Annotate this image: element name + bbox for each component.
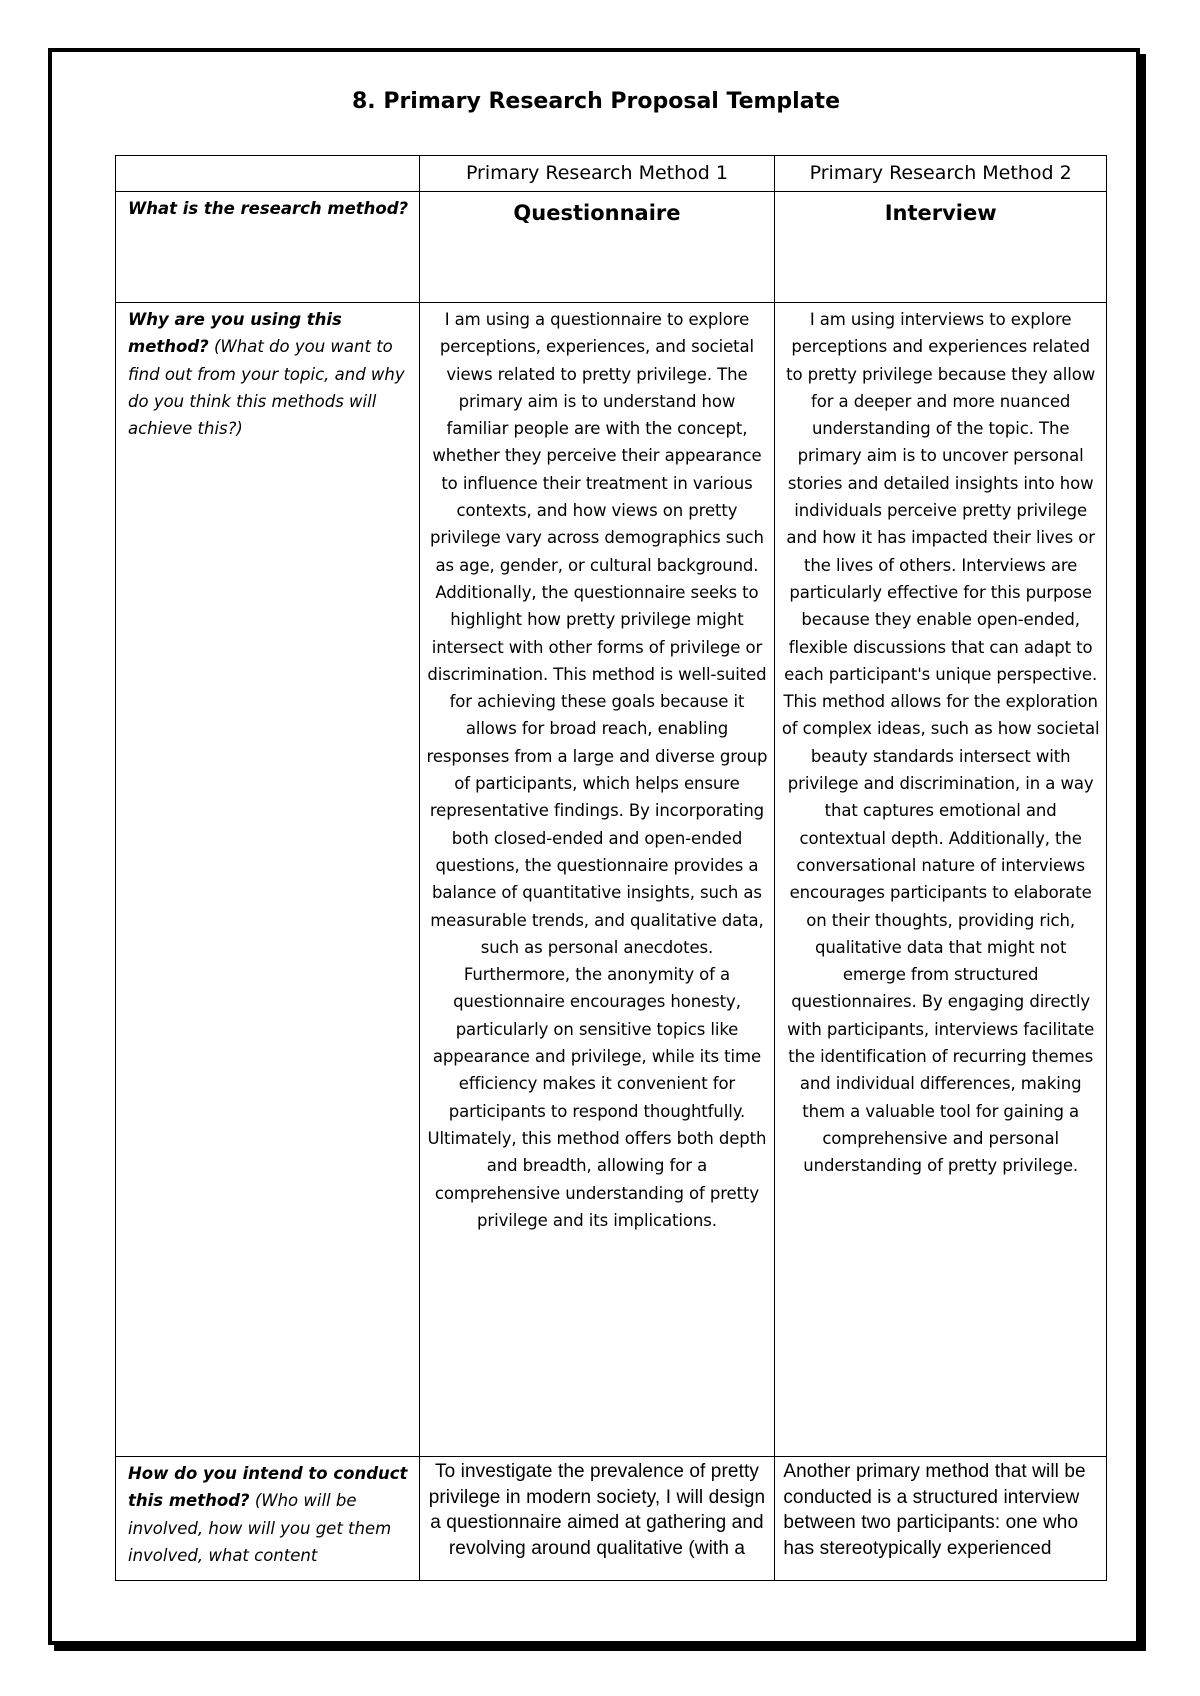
why-method-2-text: I am using interviews to explore perceptions and experiences related to pretty privilege because they allow for a deeper and more nuanced understanding of the topic. The primary aim is to uncover personal stories and detailed insights into how individuals perceive pretty privilege and how it has impacted their lives or the lives of others. Interviews are particularly effective for this purpose because they enable open-ended, flexible discussions that can adapt to each participant's unique perspective. This method allows for the exploration of complex ideas, such as how societal beauty standards intersect with privilege and discrimination, in a way that captures emotional and contextual depth. Additionally, the conversational nature of interviews encourages participants to elaborate on their thoughts, providing rich, qualitative data that might not emerge from structured questionnaires. By engaging directly with participants, interviews facilitate the identification of recurring themes and individual differences, making them a valuable tool for gaining a comprehensive and personal understanding of pretty privilege.	[775, 303, 1107, 1457]
header-blank-cell	[116, 156, 420, 192]
question-why-method-hint: (What do you want to find out from your topic, and why do you think this methods will achieve this?)	[128, 337, 405, 439]
how-method-1-text: To investigate the prevalence of pretty privilege in modern society, I will design a questionnaire aimed at gathering and revolving around qualitative (with a	[419, 1457, 775, 1581]
question-why-method	[116, 303, 420, 1457]
table-header-row	[116, 156, 1107, 192]
why-method-1-text: I am using a questionnaire to explore perceptions, experiences, and societal views related to pretty privilege. The primary aim is to understand how familiar people are with the concept, whether they perceive their appearance to influence their treatment in various contexts, and how views on pretty privilege vary across demographics such as age, gender, or cultural background. Additionally, the questionnaire seeks to highlight how pretty privilege might intersect with other forms of privilege or discrimination. This method is well-suited for achieving these goals because it allows for broad reach, enabling responses from a large and diverse group of participants, which helps ensure representative findings. By incorporating both closed-ended and open-ended questions, the questionnaire provides a balance of quantitative insights, such as measurable trends, and qualitative data, such as personal anecdotes. Furthermore, the anonymity of a questionnaire encourages honesty, particularly on sensitive topics like appearance and privilege, while its time efficiency makes it convenient for participants to respond thoughtfully. Ultimately, this method offers both depth and breadth, allowing for a comprehensive understanding of pretty privilege and its implications.	[419, 303, 775, 1457]
table-row-why-method	[116, 303, 1107, 1457]
question-how-conduct-hint: (Who will be involved, how will you get them involved, what content	[128, 1491, 392, 1565]
header-method-1: Primary Research Method 1	[419, 156, 775, 192]
question-why-method-bold: Why are you using this method?	[128, 310, 342, 357]
header-method-2: Primary Research Method 2	[775, 156, 1107, 192]
question-how-conduct	[116, 1457, 420, 1581]
table-row-research-method	[116, 192, 1107, 303]
how-method-2-text: Another primary method that will be conducted is a structured interview between two participants: one who has stereotypically experienced	[775, 1457, 1107, 1581]
question-how-conduct-bold: How do you intend to conduct this method?	[128, 1464, 408, 1511]
question-research-method-text: What is the research method?	[128, 199, 409, 218]
question-research-method	[116, 192, 420, 303]
page-title: 8. Primary Research Proposal Template	[352, 89, 840, 114]
proposal-table	[115, 155, 1107, 1581]
method-2-name: Interview	[775, 192, 1107, 303]
method-1-name: Questionnaire	[419, 192, 775, 303]
table-row-how-conduct	[116, 1457, 1107, 1581]
